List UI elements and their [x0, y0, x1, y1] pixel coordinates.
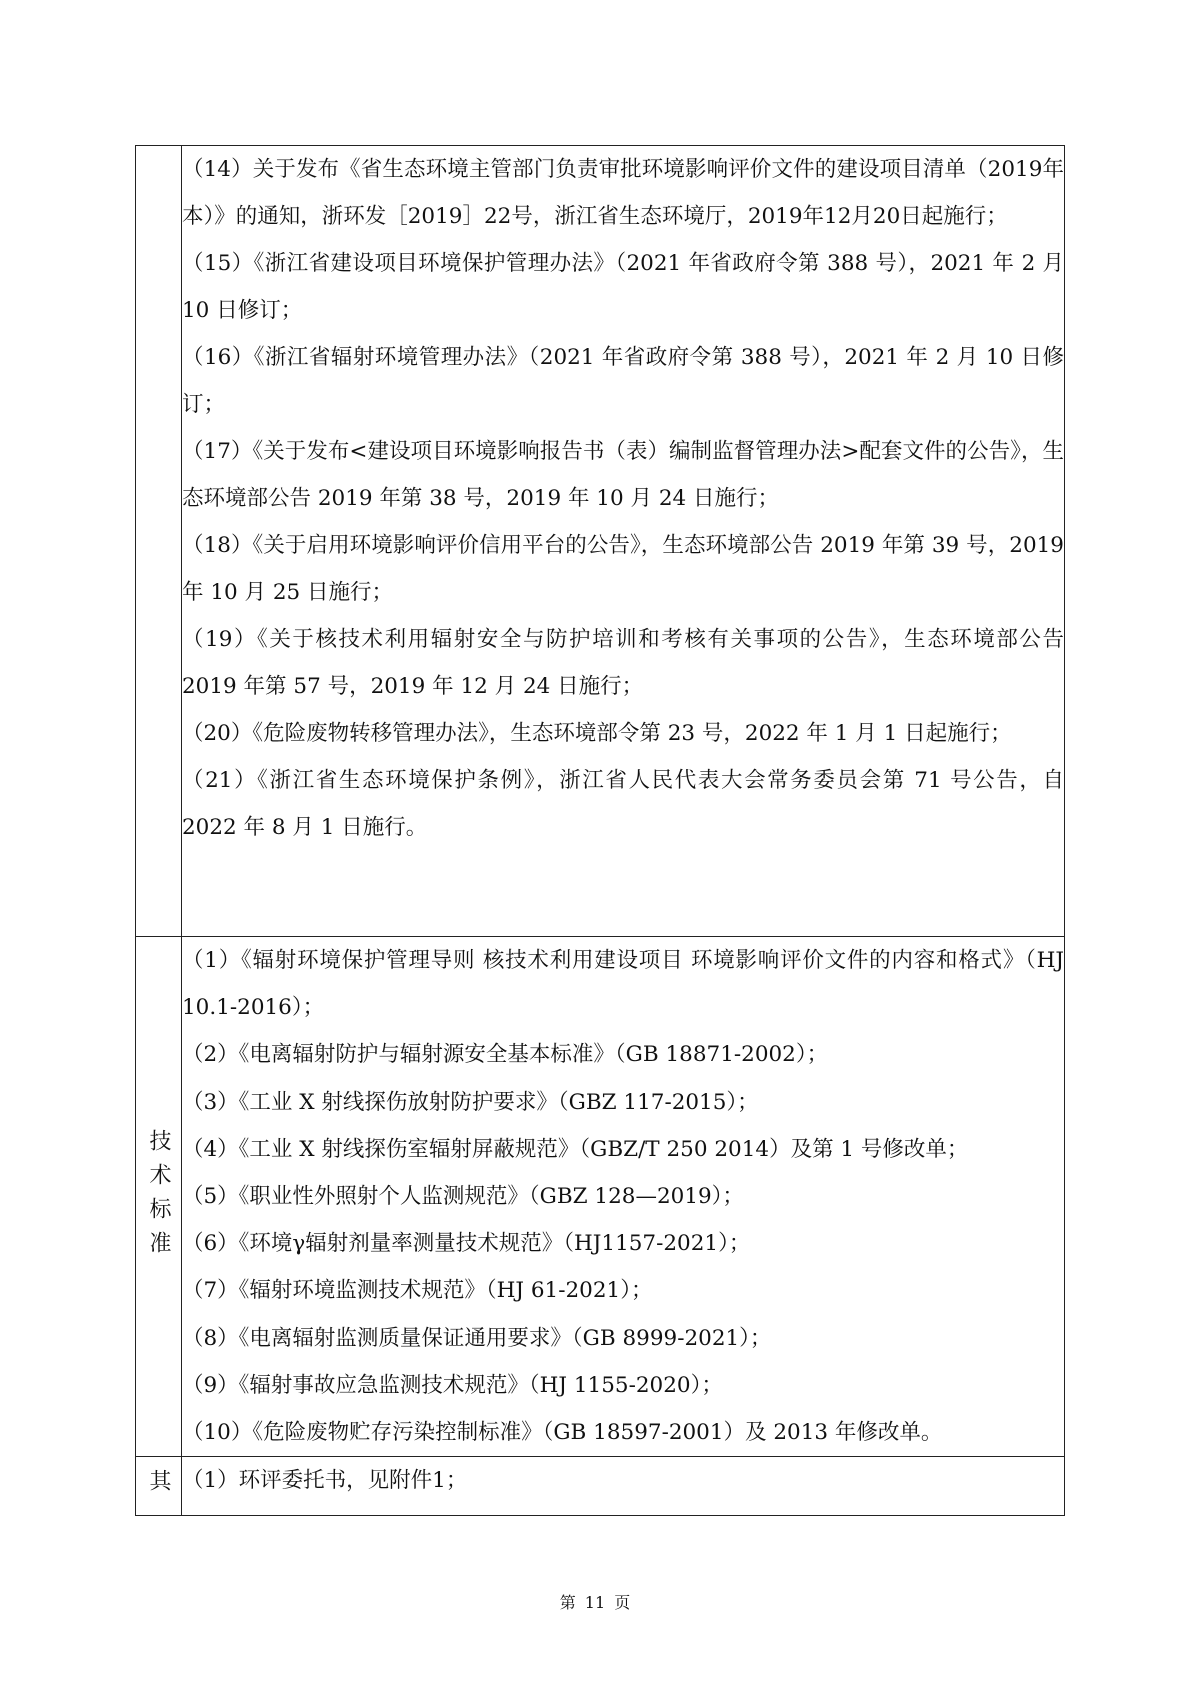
- table-row-other: [136, 1457, 1065, 1516]
- standard-item-1: （1）《辐射环境保护管理导则 核技术利用建设项目 环境影响评价文件的内容和格式》（HJ 10.1-2016）；: [182, 948, 1064, 1021]
- legal-item-15: （15）《浙江省建设项目环境保护管理办法》（2021 年省政府令第 388 号），2021 年 2 月 10 日修订；: [182, 251, 1064, 323]
- standard-item-8: （8）《电离辐射监测质量保证通用要求》（GB 8999-2021）；: [182, 1325, 772, 1351]
- standard-item-3: （3）《工业 X 射线探伤放射防护要求》（GBZ 117-2015）；: [182, 1089, 759, 1115]
- standard-item-6: （6）《环境γ辐射剂量率测量技术规范》（HJ1157-2021）；: [182, 1231, 751, 1257]
- standard-item-10: （10）《危险废物贮存污染控制标准》（GB 18597-2001）及 2013 年修改单。: [182, 1420, 943, 1446]
- other-item-1: （1）环评委托书，见附件1；: [182, 1468, 468, 1494]
- standard-item-7: （7）《辐射环境监测技术规范》（HJ 61-2021）；: [182, 1278, 653, 1304]
- legal-item-16: （16）《浙江省辐射环境管理办法》（2021 年省政府令第 388 号），2021 年 2 月 10 日修订；: [182, 345, 1064, 417]
- standards-label: 技术标准: [146, 1128, 171, 1265]
- page-number: 第 11 页: [559, 1593, 631, 1612]
- legal-item-19: （19）《关于核技术利用辐射安全与防护培训和考核有关事项的公告》，生态环境部公告 2019 年第 57 号，2019 年 12 月 24 日施行；: [182, 627, 1064, 699]
- other-label-cell: [136, 1457, 182, 1516]
- table-row-legal: [136, 146, 1065, 937]
- other-label: 其: [146, 1469, 171, 1504]
- standard-item-4: （4）《工业 X 射线探伤室辐射屏蔽规范》（GBZ/T 250 2014）及第 1 号修改单；: [182, 1136, 969, 1162]
- legal-item-20: （20）《危险废物转移管理办法》，生态环境部令第 23 号，2022 年 1 月 1 日起施行；: [182, 721, 1012, 746]
- legal-item-18: （18）《关于启用环境影响评价信用平台的公告》，生态环境部公告 2019 年第 39 号，2019 年 10 月 25 日施行；: [182, 533, 1064, 605]
- standard-item-9: （9）《辐射事故应急监测技术规范》（HJ 1155-2020）；: [182, 1372, 723, 1398]
- other-items-cell: [182, 1457, 1065, 1516]
- legal-item-21: （21）《浙江省生态环境保护条例》，浙江省人民代表大会常务委员会第 71 号公告，自 2022 年 8 月 1 日施行。: [182, 768, 1064, 840]
- legal-label-cell: [136, 146, 182, 937]
- standard-item-5: （5）《职业性外照射个人监测规范》（GBZ 128—2019）；: [182, 1184, 744, 1210]
- table-row-standards: [136, 937, 1065, 1457]
- legal-items-cell: [182, 146, 1065, 937]
- regulations-table: [135, 145, 1065, 1516]
- standard-item-2: （2）《电离辐射防护与辐射源安全基本标准》（GB 18871-2002）；: [182, 1042, 829, 1068]
- legal-item-17: （17）《关于发布<建设项目环境影响报告书（表）编制监督管理办法>配套文件的公告》，生态环境部公告 2019 年第 38 号，2019 年 10 月 24 日施行；: [182, 439, 1064, 511]
- standards-label-cell: [136, 937, 182, 1457]
- legal-item-14: （14）关于发布《省生态环境主管部门负责审批环境影响评价文件的建设项目清单（2019年本）》的通知，浙环发［2019］22号，浙江省生态环境厅，2019年12月20日起施行；: [182, 157, 1064, 229]
- standards-items-cell: [182, 937, 1065, 1457]
